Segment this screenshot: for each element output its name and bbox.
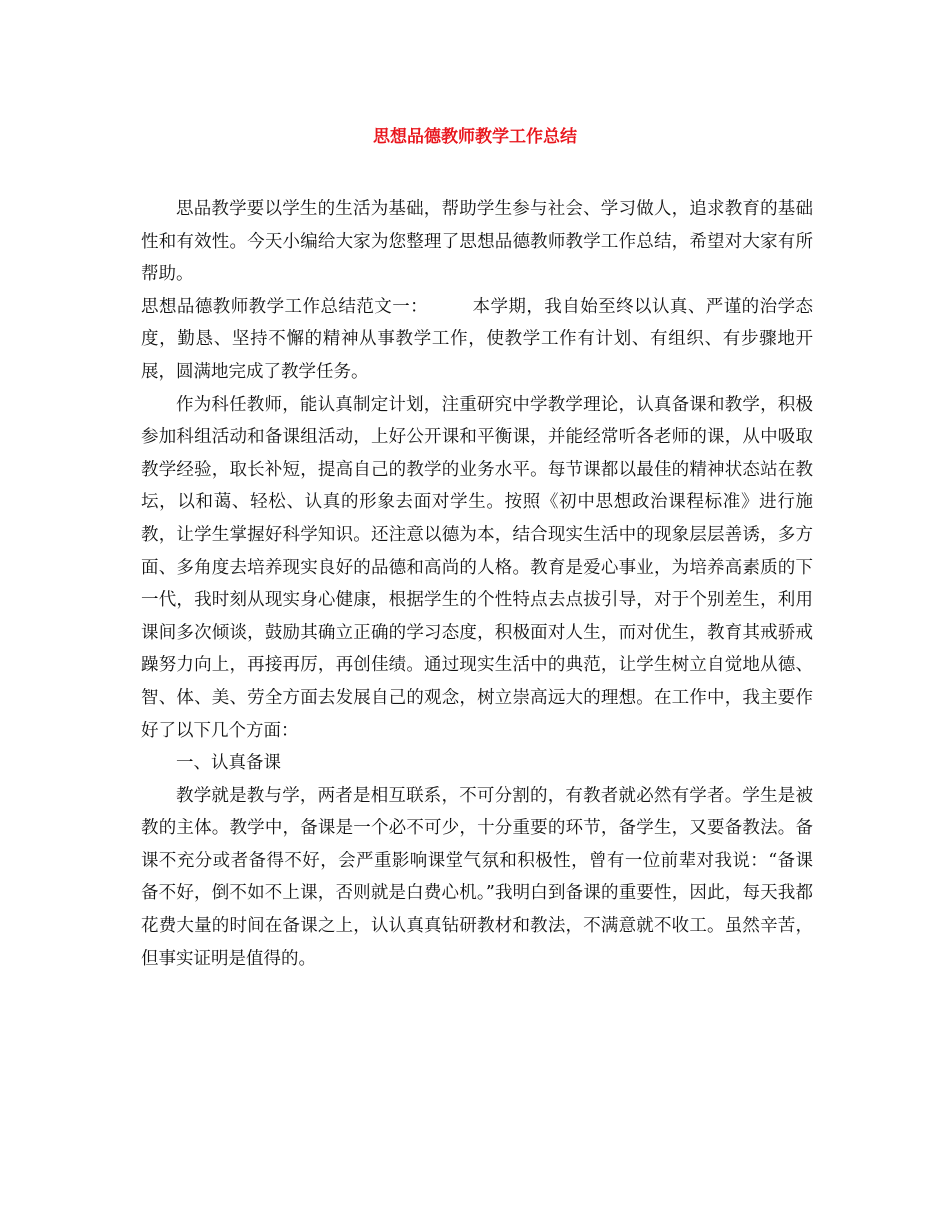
page-title: 思想品德教师教学工作总结 xyxy=(373,127,577,147)
role-paragraph: 作为科任教师，能认真制定计划，注重研究中学教学理论，认真备课和教学，积极参加科组活动和备课组活动，上好公开课和平衡课，并能经常听各老师的课，从中吸取教学经验，取长补短，提高自己的教学的业务水平。每节课都以最佳的精神状态站在教坛，以和蔼、轻松、认真的形象去面对学生。按照《初中思想政治课程标准》进行施教，让学生掌握好科学知识。还注意以德为本，结合现实生活中的现象层层善诱，多方面、多角度去培养现实良好的品德和高尚的人格。教育是爱心事业，为培养高素质的下一代，我时刻从现实身心健康，根据学生的个性特点去点拔引导，对于个别差生，利用课间多次倾谈，鼓励其确立正确的学习态度，积极面对人生，而对优生，教育其戒骄戒躁努力向上，再接再厉，再创佳绩。通过现实生活中的典范，让学生树立自觉地从德、智、体、美、劳全方面去发展自己的观念，树立崇高远大的理想。在工作中，我主要作好了以下几个方面： xyxy=(141,394,813,741)
sample-opening: 本学期，我自始至终以认真、严谨的治学态度，勤恳、坚持不懈的精神从事教学工作，使教学工作有计划、有组织、有步骤地开展，圆满地完成了教学任务。 xyxy=(141,296,814,382)
intro-paragraph: 思品教学要以学生的生活为基础，帮助学生参与社会、学习做人，追求教育的基础性和有效性。今天小编给大家为您整理了思想品德教师教学工作总结，希望对大家有所帮助。 xyxy=(141,199,813,285)
document-body xyxy=(141,193,813,975)
sample-label: 思想品德教师教学工作总结范文一： xyxy=(141,296,429,317)
sample-paragraph xyxy=(141,291,813,389)
prep-paragraph: 教学就是教与学，两者是相互联系，不可分割的，有教者就必然有学者。学生是被教的主体。教学中，备课是一个必不可少，十分重要的环节，备学生，又要备教法。备课不充分或者备得不好，会严重影响课堂气氛和积极性，曾有一位前辈对我说：“备课备不好，倒不如不上课，否则就是白费心机。”我明白到备课的重要性，因此，每天我都花费大量的时间在备课之上，认认真真钻研教材和教法，不满意就不收工。虽然辛苦，但事实证明是值得的。 xyxy=(141,785,813,969)
section-heading: 一、认真备课 xyxy=(176,753,281,774)
